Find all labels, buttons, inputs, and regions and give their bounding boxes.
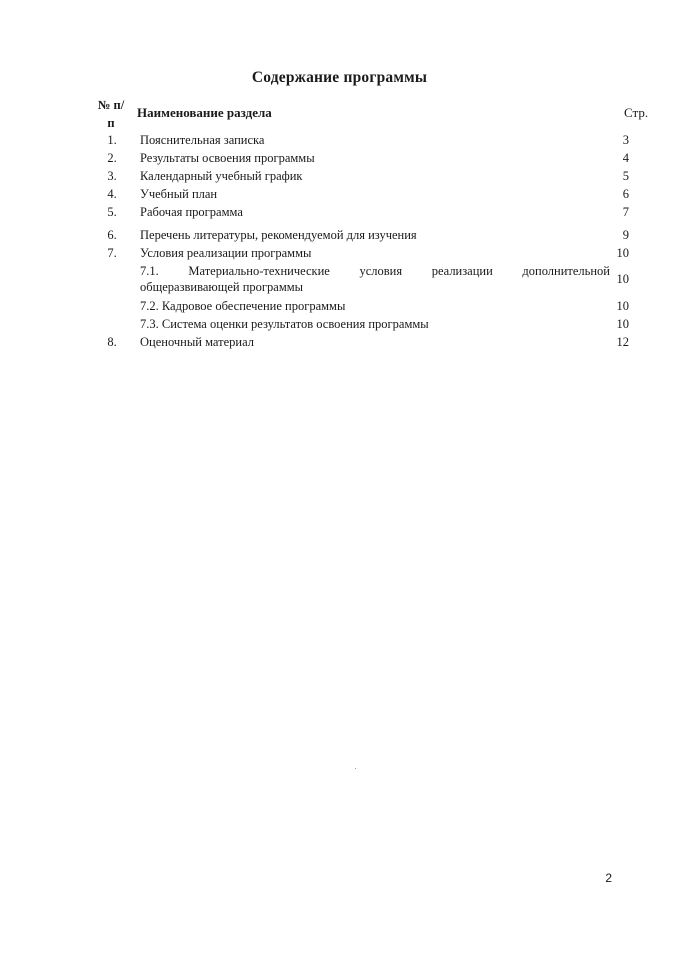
header-section-name: Наименование раздела (137, 105, 272, 120)
toc-row-page: 10 (616, 299, 629, 313)
toc-row-title: Условия реализации программы (140, 246, 312, 260)
toc-row-number: 8. (107, 335, 117, 349)
page-title: Содержание программы (251, 69, 428, 86)
toc-row-title (140, 263, 610, 295)
header-number (96, 96, 126, 132)
toc-row-title: Перечень литературы, рекомендуемой для изучения (140, 228, 417, 242)
toc-row-number: 5. (107, 205, 117, 219)
toc-row-page: 10 (616, 272, 629, 286)
toc-row-page: 10 (616, 317, 629, 331)
toc-row-number: 3. (107, 169, 117, 183)
toc-row-number: 4. (107, 187, 117, 201)
toc-row-title: Результаты освоения программы (140, 151, 315, 165)
toc-row-page: 6 (622, 187, 629, 201)
toc-row-title: 7.2. Кадровое обеспечение программы (140, 299, 346, 313)
header-page: Стр. (624, 105, 649, 120)
toc-row-page: 10 (616, 246, 629, 260)
toc-row-page: 5 (622, 169, 629, 183)
toc-row-title-line2: общеразвивающей программы (140, 280, 304, 294)
header-number-label: № п/п (97, 98, 125, 130)
toc-row-number: 1. (107, 133, 117, 147)
toc-row-page: 4 (622, 151, 629, 165)
toc-row-page: 12 (616, 335, 629, 349)
toc-row-title-line1: 7.1. Материально-технические условия реализации дополнительной (140, 264, 610, 278)
toc-row-title: Рабочая программа (140, 205, 243, 219)
toc-row-title: Оценочный материал (140, 335, 254, 349)
page-number: 2 (605, 871, 612, 885)
toc-row-page: 9 (622, 228, 629, 242)
toc-row-number: 7. (107, 246, 117, 260)
toc-row-number: 2. (107, 151, 117, 165)
toc-row-title: 7.3. Система оценки результатов освоения программы (140, 317, 429, 331)
toc-row-title: Учебный план (140, 187, 218, 201)
toc-row-number: 6. (107, 228, 117, 242)
toc-row-page: 3 (622, 133, 629, 147)
scan-speck (355, 768, 356, 769)
toc-row-title: Пояснительная записка (140, 133, 265, 147)
toc-row-page: 7 (622, 205, 629, 219)
toc-row-title: Календарный учебный график (140, 169, 303, 183)
